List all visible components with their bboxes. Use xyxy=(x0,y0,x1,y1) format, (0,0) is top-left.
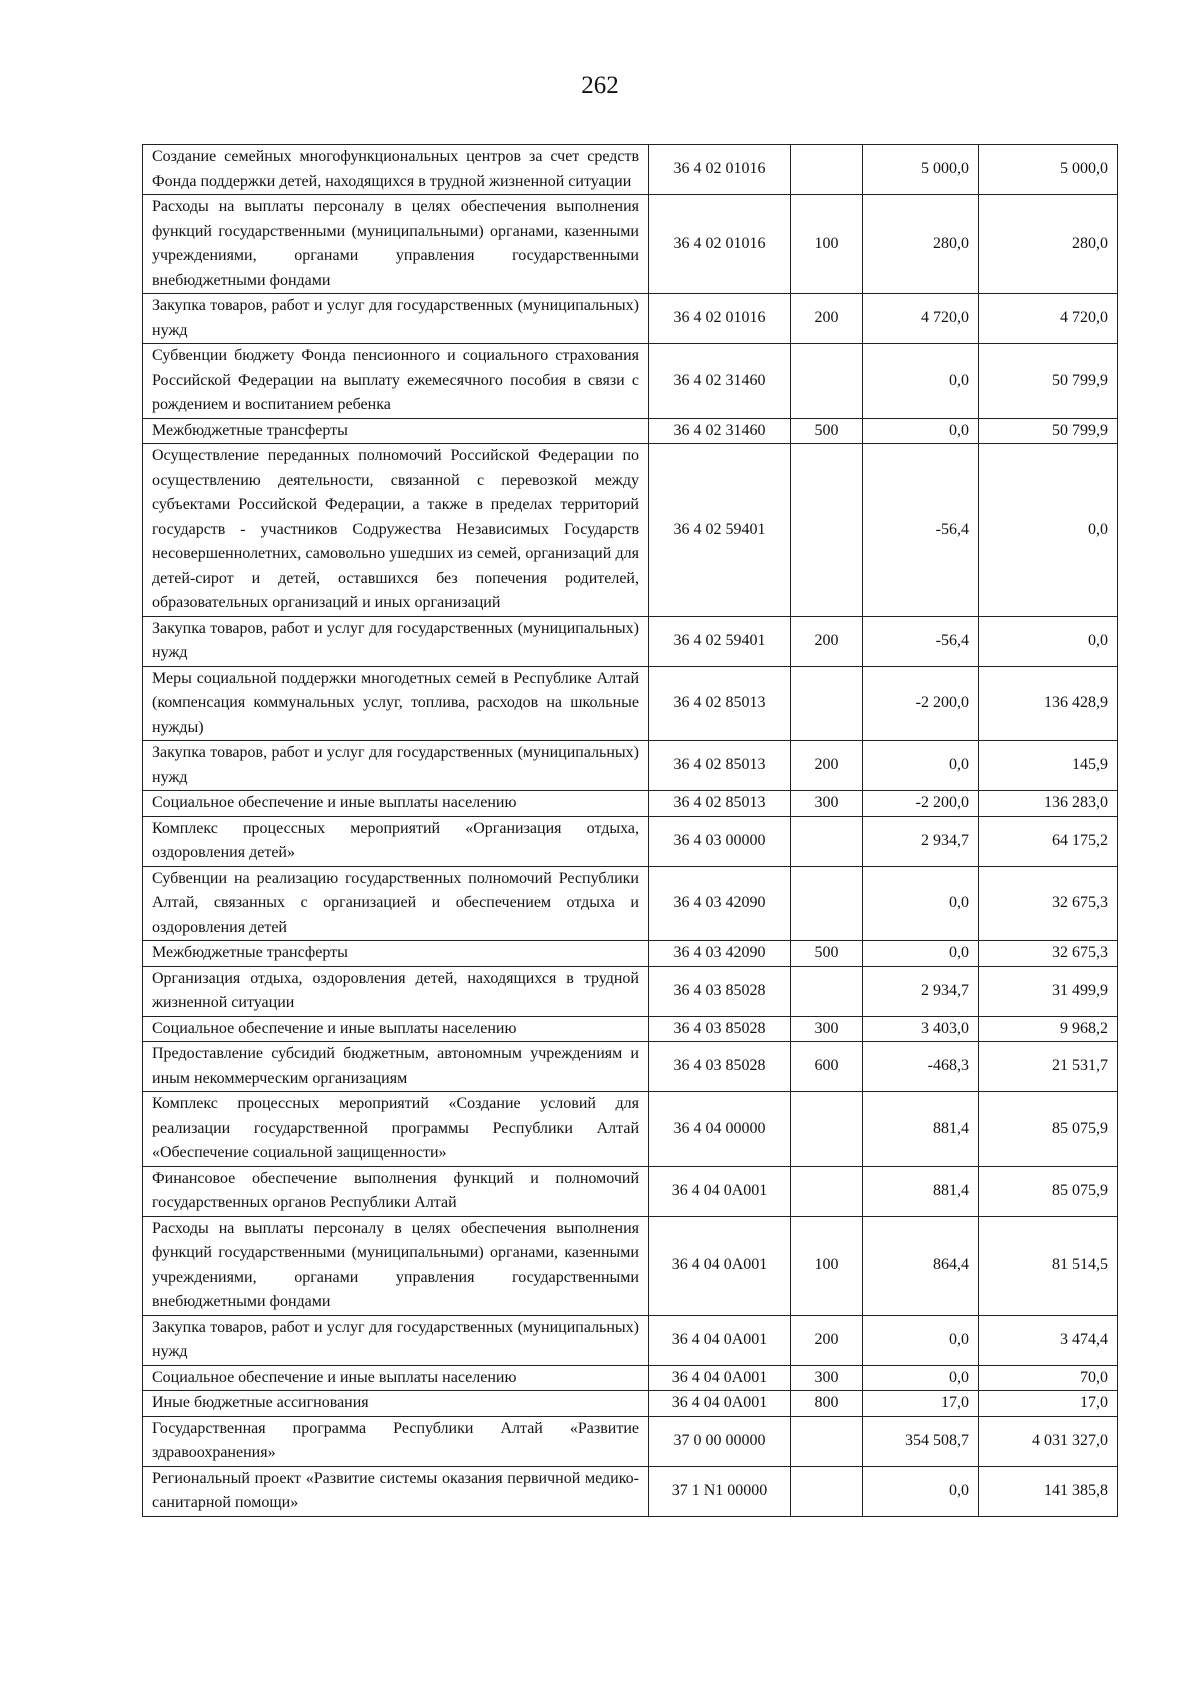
row-expense-type-cell: 200 xyxy=(791,294,863,344)
row-expense-type-cell xyxy=(791,666,863,741)
row-code-cell: 36 4 02 85013 xyxy=(649,741,791,791)
table-row xyxy=(143,791,1118,817)
row-expense-type-cell: 500 xyxy=(791,418,863,444)
row-amount-change-cell: -56,4 xyxy=(863,616,979,666)
table-row xyxy=(143,741,1118,791)
row-name-cell: Меры социальной поддержки многодетных семей в Республике Алтай (компенсация коммунальных услуг, топлива, расходов на школьные нужды) xyxy=(143,666,649,741)
row-code-cell: 36 4 03 85028 xyxy=(649,966,791,1016)
row-expense-type-cell xyxy=(791,1466,863,1516)
row-amount-total-cell: 85 075,9 xyxy=(979,1092,1118,1167)
row-name-cell: Закупка товаров, работ и услуг для государственных (муниципальных) нужд xyxy=(143,294,649,344)
table-row xyxy=(143,1092,1118,1167)
row-code-cell: 36 4 04 00000 xyxy=(649,1092,791,1167)
row-name-cell: Осуществление переданных полномочий Российской Федерации по осуществлению деятельности, связанной с перевозкой между субъектами Российской Федерации, а также в пределах территорий государств - участников Содружества Независимых Государств несовершеннолетних, самовольно ушедших из семей, организаций для детей-сирот и детей, оставшихся без попечения родителей, образовательных организаций и иных организаций xyxy=(143,444,649,617)
table-row xyxy=(143,666,1118,741)
row-expense-type-cell xyxy=(791,1092,863,1167)
row-code-cell: 37 1 N1 00000 xyxy=(649,1466,791,1516)
row-name-cell: Расходы на выплаты персоналу в целях обеспечения выполнения функций государственными (муниципальными) органами, казенными учреждениями, органами управления государственными внебюджетными фондами xyxy=(143,1216,649,1315)
row-name-cell: Субвенции бюджету Фонда пенсионного и социального страхования Российской Федерации на выплату ежемесячного пособия в связи с рождением и воспитанием ребенка xyxy=(143,344,649,419)
table-row xyxy=(143,145,1118,195)
row-amount-total-cell: 141 385,8 xyxy=(979,1466,1118,1516)
row-expense-type-cell xyxy=(791,444,863,617)
table-row xyxy=(143,866,1118,941)
row-amount-total-cell: 70,0 xyxy=(979,1365,1118,1391)
row-amount-total-cell: 17,0 xyxy=(979,1391,1118,1417)
row-name-cell: Расходы на выплаты персоналу в целях обеспечения выполнения функций государственными (муниципальными) органами, казенными учреждениями, органами управления государственными внебюджетными фондами xyxy=(143,195,649,294)
table-row xyxy=(143,344,1118,419)
row-amount-change-cell: 280,0 xyxy=(863,195,979,294)
row-code-cell: 36 4 02 31460 xyxy=(649,418,791,444)
row-amount-total-cell: 32 675,3 xyxy=(979,941,1118,967)
table-row xyxy=(143,966,1118,1016)
row-amount-change-cell: 881,4 xyxy=(863,1166,979,1216)
row-amount-change-cell: 5 000,0 xyxy=(863,145,979,195)
row-amount-total-cell: 85 075,9 xyxy=(979,1166,1118,1216)
table-row xyxy=(143,1391,1118,1417)
table-row xyxy=(143,941,1118,967)
table-row xyxy=(143,816,1118,866)
row-code-cell: 36 4 04 0А001 xyxy=(649,1166,791,1216)
table-row xyxy=(143,1365,1118,1391)
row-code-cell: 36 4 02 59401 xyxy=(649,444,791,617)
table-row xyxy=(143,1416,1118,1466)
row-amount-total-cell: 64 175,2 xyxy=(979,816,1118,866)
row-code-cell: 36 4 02 59401 xyxy=(649,616,791,666)
row-name-cell: Межбюджетные трансферты xyxy=(143,941,649,967)
row-name-cell: Субвенции на реализацию государственных полномочий Республики Алтай, связанных с организацией и обеспечением отдыха и оздоровления детей xyxy=(143,866,649,941)
row-code-cell: 36 4 03 42090 xyxy=(649,866,791,941)
row-expense-type-cell: 200 xyxy=(791,1315,863,1365)
row-amount-change-cell: 0,0 xyxy=(863,941,979,967)
row-amount-total-cell: 9 968,2 xyxy=(979,1016,1118,1042)
table-row xyxy=(143,1166,1118,1216)
row-name-cell: Финансовое обеспечение выполнения функций и полномочий государственных органов Республики Алтай xyxy=(143,1166,649,1216)
row-amount-total-cell: 136 428,9 xyxy=(979,666,1118,741)
row-code-cell: 36 4 03 85028 xyxy=(649,1042,791,1092)
table-row xyxy=(143,294,1118,344)
row-expense-type-cell: 300 xyxy=(791,1016,863,1042)
table-row xyxy=(143,1216,1118,1315)
row-expense-type-cell: 100 xyxy=(791,1216,863,1315)
row-name-cell: Социальное обеспечение и иные выплаты населению xyxy=(143,1365,649,1391)
row-name-cell: Социальное обеспечение и иные выплаты населению xyxy=(143,1016,649,1042)
row-code-cell: 36 4 02 01016 xyxy=(649,145,791,195)
row-name-cell: Комплекс процессных мероприятий «Создание условий для реализации государственной программы Республики Алтай «Обеспечение социальной защищенности» xyxy=(143,1092,649,1167)
row-name-cell: Иные бюджетные ассигнования xyxy=(143,1391,649,1417)
table-row xyxy=(143,444,1118,617)
row-expense-type-cell: 100 xyxy=(791,195,863,294)
row-amount-change-cell: 4 720,0 xyxy=(863,294,979,344)
row-amount-total-cell: 50 799,9 xyxy=(979,418,1118,444)
table-row xyxy=(143,418,1118,444)
row-amount-change-cell: 0,0 xyxy=(863,344,979,419)
row-amount-change-cell: -56,4 xyxy=(863,444,979,617)
row-amount-change-cell: -2 200,0 xyxy=(863,791,979,817)
row-expense-type-cell: 300 xyxy=(791,791,863,817)
row-name-cell: Закупка товаров, работ и услуг для государственных (муниципальных) нужд xyxy=(143,616,649,666)
row-expense-type-cell: 600 xyxy=(791,1042,863,1092)
page-number: 262 xyxy=(581,72,619,99)
row-amount-total-cell: 81 514,5 xyxy=(979,1216,1118,1315)
row-name-cell: Организация отдыха, оздоровления детей, находящихся в трудной жизненной ситуации xyxy=(143,966,649,1016)
row-expense-type-cell xyxy=(791,1166,863,1216)
row-amount-change-cell: 864,4 xyxy=(863,1216,979,1315)
row-amount-total-cell: 50 799,9 xyxy=(979,344,1118,419)
row-amount-total-cell: 4 031 327,0 xyxy=(979,1416,1118,1466)
row-amount-change-cell: -2 200,0 xyxy=(863,666,979,741)
row-amount-change-cell: 881,4 xyxy=(863,1092,979,1167)
row-code-cell: 36 4 02 01016 xyxy=(649,195,791,294)
row-name-cell: Социальное обеспечение и иные выплаты населению xyxy=(143,791,649,817)
row-code-cell: 36 4 02 01016 xyxy=(649,294,791,344)
row-code-cell: 36 4 04 0А001 xyxy=(649,1315,791,1365)
row-expense-type-cell xyxy=(791,866,863,941)
budget-table-body xyxy=(143,145,1118,1517)
row-amount-change-cell: 0,0 xyxy=(863,1466,979,1516)
row-amount-total-cell: 0,0 xyxy=(979,444,1118,617)
row-expense-type-cell: 300 xyxy=(791,1365,863,1391)
row-expense-type-cell xyxy=(791,816,863,866)
table-row xyxy=(143,195,1118,294)
row-amount-change-cell: 17,0 xyxy=(863,1391,979,1417)
row-amount-change-cell: 3 403,0 xyxy=(863,1016,979,1042)
row-amount-change-cell: 2 934,7 xyxy=(863,966,979,1016)
table-row xyxy=(143,1042,1118,1092)
budget-table xyxy=(142,144,1118,1517)
row-expense-type-cell: 200 xyxy=(791,616,863,666)
row-amount-change-cell: 0,0 xyxy=(863,1315,979,1365)
row-expense-type-cell xyxy=(791,1416,863,1466)
row-name-cell: Закупка товаров, работ и услуг для государственных (муниципальных) нужд xyxy=(143,1315,649,1365)
row-amount-total-cell: 5 000,0 xyxy=(979,145,1118,195)
row-amount-total-cell: 0,0 xyxy=(979,616,1118,666)
table-row xyxy=(143,1016,1118,1042)
row-name-cell: Закупка товаров, работ и услуг для государственных (муниципальных) нужд xyxy=(143,741,649,791)
row-code-cell: 37 0 00 00000 xyxy=(649,1416,791,1466)
row-code-cell: 36 4 02 85013 xyxy=(649,666,791,741)
row-code-cell: 36 4 02 85013 xyxy=(649,791,791,817)
row-amount-change-cell: 0,0 xyxy=(863,418,979,444)
row-amount-total-cell: 4 720,0 xyxy=(979,294,1118,344)
row-code-cell: 36 4 03 00000 xyxy=(649,816,791,866)
row-code-cell: 36 4 03 42090 xyxy=(649,941,791,967)
row-expense-type-cell xyxy=(791,966,863,1016)
row-amount-total-cell: 31 499,9 xyxy=(979,966,1118,1016)
row-amount-total-cell: 136 283,0 xyxy=(979,791,1118,817)
row-amount-change-cell: 0,0 xyxy=(863,1365,979,1391)
row-code-cell: 36 4 04 0А001 xyxy=(649,1391,791,1417)
row-expense-type-cell xyxy=(791,145,863,195)
row-amount-total-cell: 32 675,3 xyxy=(979,866,1118,941)
row-amount-change-cell: 0,0 xyxy=(863,741,979,791)
row-name-cell: Создание семейных многофункциональных центров за счет средств Фонда поддержки детей, находящихся в трудной жизненной ситуации xyxy=(143,145,649,195)
row-name-cell: Предоставление субсидий бюджетным, автономным учреждениям и иным некоммерческим организациям xyxy=(143,1042,649,1092)
row-amount-total-cell: 21 531,7 xyxy=(979,1042,1118,1092)
row-expense-type-cell: 800 xyxy=(791,1391,863,1417)
table-row xyxy=(143,1315,1118,1365)
row-name-cell: Государственная программа Республики Алтай «Развитие здравоохранения» xyxy=(143,1416,649,1466)
row-code-cell: 36 4 03 85028 xyxy=(649,1016,791,1042)
row-expense-type-cell: 200 xyxy=(791,741,863,791)
row-amount-total-cell: 145,9 xyxy=(979,741,1118,791)
table-row xyxy=(143,616,1118,666)
row-amount-change-cell: -468,3 xyxy=(863,1042,979,1092)
row-code-cell: 36 4 02 31460 xyxy=(649,344,791,419)
row-amount-change-cell: 2 934,7 xyxy=(863,816,979,866)
row-amount-change-cell: 354 508,7 xyxy=(863,1416,979,1466)
row-amount-change-cell: 0,0 xyxy=(863,866,979,941)
row-expense-type-cell: 500 xyxy=(791,941,863,967)
row-name-cell: Региональный проект «Развитие системы оказания первичной медико-санитарной помощи» xyxy=(143,1466,649,1516)
table-row xyxy=(143,1466,1118,1516)
row-name-cell: Комплекс процессных мероприятий «Организация отдыха, оздоровления детей» xyxy=(143,816,649,866)
row-expense-type-cell xyxy=(791,344,863,419)
row-amount-total-cell: 280,0 xyxy=(979,195,1118,294)
row-name-cell: Межбюджетные трансферты xyxy=(143,418,649,444)
row-amount-total-cell: 3 474,4 xyxy=(979,1315,1118,1365)
row-code-cell: 36 4 04 0А001 xyxy=(649,1216,791,1315)
row-code-cell: 36 4 04 0А001 xyxy=(649,1365,791,1391)
